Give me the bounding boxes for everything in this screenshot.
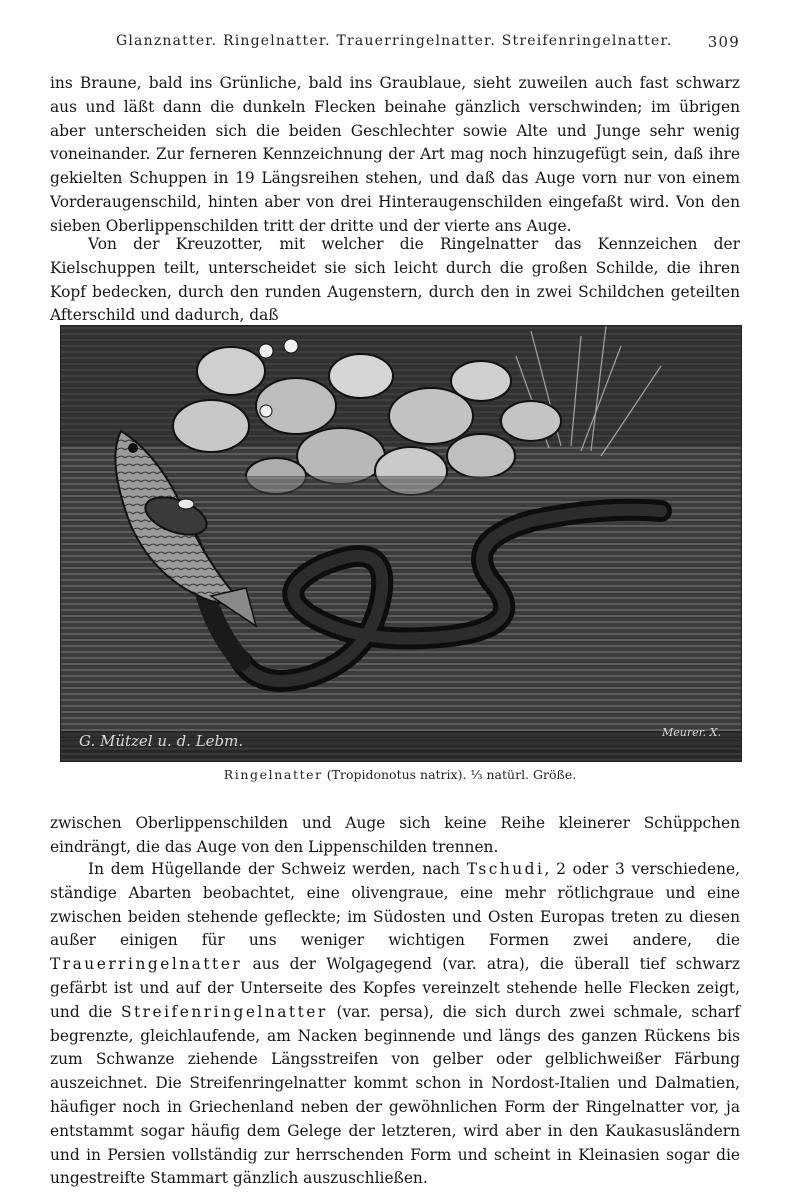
paragraph-4-part-4: (var. persa), die sich durch zwei schmale, scharf begrenzte, gleichlaufende, am Nacken beginnende und längs des ganzen Rückens bis zum Schwanze ziehende Längsstreifen von gelber oder gelblichweißer Färbung auszeichnet. Die Streifenringelnatter kommt schon in Nordost-Italien und Dalmatien, häufiger noch in Griechenland neben der gewöhnlichen Form der Ringelnatter vor, ja entstammt sogar häufig dem Gelege der letzteren, wird aber in den Kaukasusländern und in Persien vollständig zur herrschenden Form und scheint in Kleinasien sogar die ungestreifte Stammart gänzlich auszuschließen. [50,1002,740,1188]
paragraph-2: Von der Kreuzotter, mit welcher die Ringelnatter das Kennzeichen der Kielschuppen teilt, unterscheidet sie sich leicht durch die großen Schilde, die ihren Kopf bedecken, durch den runden Augenstern, durch den in zwei Schildchen geteilten Afterschild und dadurch, daß [50,235,740,325]
running-title: Glanznatter. Ringelnatter. Trauerringelnatter. Streifenringelnatter. [116,33,673,49]
caption-name: Ringelnatter [223,767,323,782]
term-trauerringelnatter: Trauerringelnatter [50,955,243,974]
paragraph-4-part-2: , 2 oder 3 verschiedene, ständige Abarten beobachtet, eine olivengraue, eine mehr rötlichgraue und eine zwischen beiden stehende gefleckte; im Südosten und Osten Europas treten zu diesen außer einigen für uns weniger wichtigen Formen zwei andere, die [50,860,740,950]
paragraph-1: ins Braune, bald ins Grünliche, bald ins Graublaue, sieht zuweilen auch fast schwarz aus und läßt dann die dunkeln Flecken beinahe gänzlich verschwinden; im übrigen aber unterscheiden sich die beiden Geschlechter sowie Alte und Junge sehr wenig voneinander. Zur ferneren Kennzeichnung der Art mag noch hinzugefügt sein, daß ihre gekielten Schuppen in 19 Längsreihen stehen, und daß das Auge vorn nur von einem Vorderaugenschild, hinten aber von drei Hinteraugenschilden eingefaßt wird. Von den sieben Oberlippenschilden tritt der dritte und der vierte ans Auge. [50,74,740,235]
paragraph-3: zwischen Oberlippenschilden und Auge sich keine Reihe kleinerer Schüppchen eindrängt, die das Auge von den Lippenschilden trennen. [50,814,740,856]
name-tschudi: Tschudi [466,860,545,878]
caption-scale: ⅓ natürl. Größe. [470,767,577,782]
paragraph-4-part-3: aus der Wolgagegend (var. atra), die überall tief schwarz gefärbt ist und auf der Unterseite des Kopfes vereinzelt stehende helle Flecken zeigt, und die [50,955,740,1021]
paragraph-4 [50,858,740,1191]
signature-right: Meurer. X. [662,726,721,739]
running-header [58,33,740,53]
page-number: 309 [707,33,740,51]
engraving-grass-snake [60,325,742,762]
caption-latin: (Tropidonotus natrix). [326,767,467,782]
term-streifenringelnatter: Streifenringelnatter [120,1002,328,1021]
signature-left: G. Mützel u. d. Lebm. [79,732,244,750]
paragraph-4-part-1: In dem Hügellande der Schweiz werden, nach [88,860,467,878]
figure-caption [60,767,740,782]
